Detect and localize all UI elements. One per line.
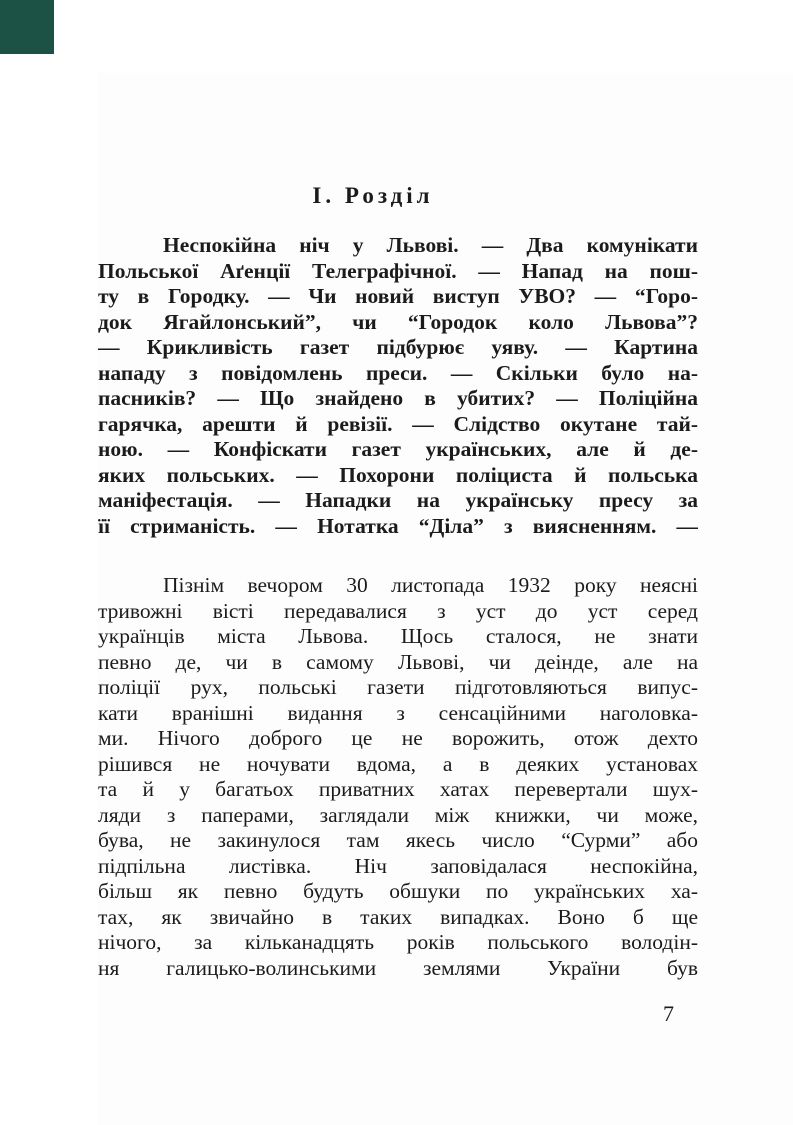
body-line: ми. Нічого доброго це не ворожить, отож дехто [98, 726, 698, 750]
summary-line: ту в Городку. — Чи новий виступ УВО? — “Горо- [98, 284, 698, 308]
summary-line: її стриманість. — Нотатка “Діла” з виясненням. — [98, 513, 698, 538]
body-line: Пізнім вечором 30 листопада 1932 року неясні [163, 573, 698, 597]
body-line: нічого, за кільканадцять років польського володін- [98, 930, 698, 954]
summary-line: — Крикливість газет підбурює уяву. — Картина [98, 335, 698, 359]
body-line: більш як певно будуть обшуки по українських ха- [98, 879, 698, 903]
summary-line: ною. — Конфіскати газет українських, але й де- [98, 437, 698, 461]
summary-line: пасників? — Що знайдено в убитих? — Поліційна [98, 386, 698, 410]
body-line: українців міста Львова. Щось сталося, не знати [98, 624, 698, 648]
summary-line: яких польських. — Похорони поліциста й польська [98, 462, 698, 487]
body-line: кати вранішні видання з сенсаційними наголовка- [98, 700, 698, 725]
body-line: рішився не ночувати вдома, а в деяких установах [98, 751, 698, 776]
body-line: ня галицько-волинськими землями України був [98, 955, 698, 980]
summary-line: Польської Аґенції Телеграфічної. — Напад на пош- [98, 258, 698, 283]
summary-line: нападу з повідомлень преси. — Скільки було на- [98, 360, 698, 385]
body-line: тривожні вісті передавалися з уст до уст серед [98, 598, 698, 623]
summary-line: гарячка, арешти й ревізії. — Слідство окутане тай- [98, 411, 698, 436]
body-paragraph [98, 573, 698, 981]
scan-corner-artifact [0, 0, 54, 54]
summary-line: маніфестація. — Нападки на українську пресу за [98, 488, 698, 512]
body-line: тах, як звичайно в таких випадках. Воно б ще [98, 904, 698, 929]
body-line: та й у багатьох приватних хатах перевертали шух- [98, 777, 698, 801]
body-line: підпільна листівка. Ніч заповідалася неспокійна, [98, 853, 698, 878]
summary-line: Неспокійна ніч у Львові. — Два комунікати [163, 233, 698, 257]
chapter-summary-paragraph [98, 233, 698, 539]
chapter-title: І. Розділ [312, 183, 434, 208]
summary-line: док Ягайлонський”, чи “Городок коло Львова”? [98, 309, 698, 334]
page-content [98, 0, 698, 1125]
body-line: бува, не закинулося там якесь число “Сурми” або [98, 828, 698, 852]
body-line: певно де, чи в самому Львові, чи деінде, але на [98, 649, 698, 674]
body-line: поліції рух, польські газети підготовляються випус- [98, 675, 698, 699]
body-line: ляди з паперами, заглядали між книжки, чи може, [98, 802, 698, 827]
page-number: 7 [663, 1001, 674, 1026]
